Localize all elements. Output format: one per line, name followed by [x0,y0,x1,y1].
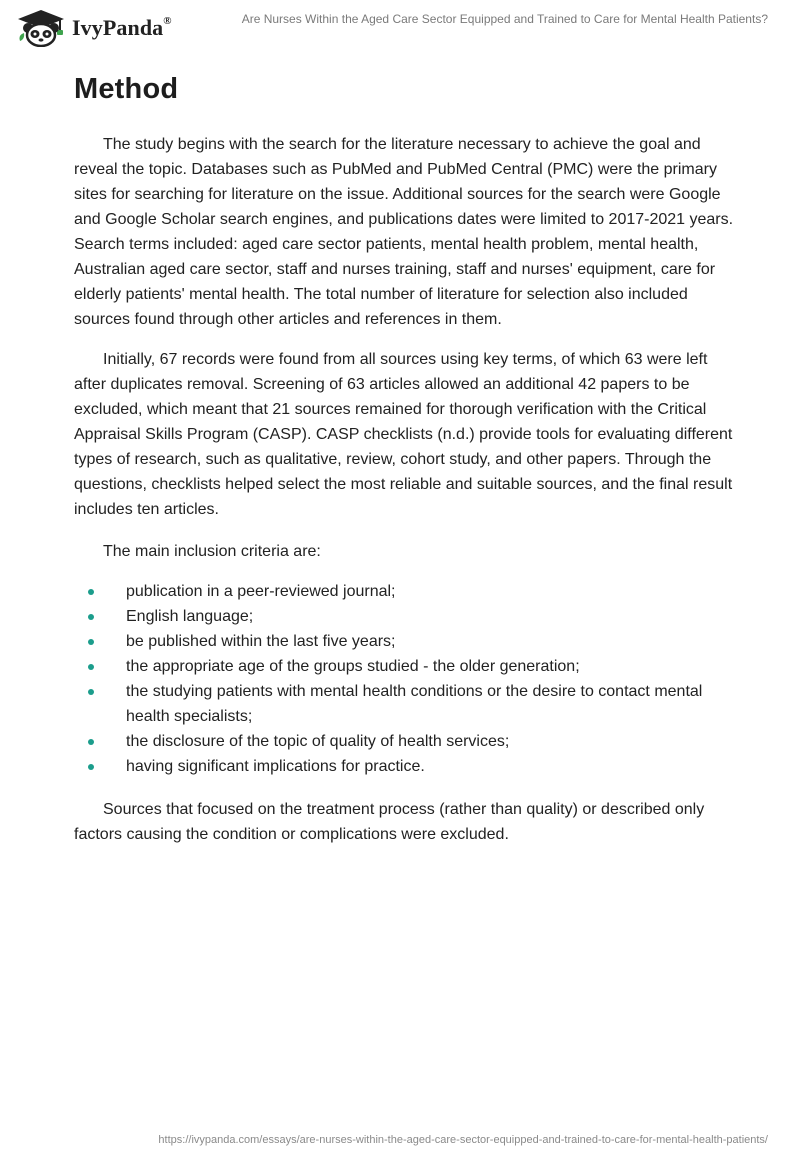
bullet-icon [88,764,94,770]
paragraph-1 [74,132,734,332]
paragraph-2 [74,347,734,522]
list-item-text: the disclosure of the topic of quality of health services; [126,733,510,750]
panda-graduate-logo-icon [16,9,66,47]
brand-logo[interactable] [16,9,172,47]
bullet-icon [88,614,94,620]
registered-mark: ® [163,14,172,27]
list-item [74,729,734,754]
paragraph-text: Sources that focused on the treatment process (rather than quality) or described only factors causing the condition or complications were excluded. [74,801,705,843]
bullet-icon [88,589,94,595]
bullet-icon [88,639,94,645]
list-item [74,754,734,779]
list-item-text: English language; [126,608,254,625]
footer-url-link[interactable]: https://ivypanda.com/essays/are-nurses-within-the-aged-care-sector-equipped-and-trained-to-care-for-mental-health-patients/ [158,1134,768,1146]
list-item [74,579,734,604]
list-item-text: be published within the last five years; [126,633,396,650]
paragraph-text: The main inclusion criteria are: [103,543,321,560]
inclusion-criteria-list [74,579,734,779]
bullet-icon [88,739,94,745]
list-item [74,629,734,654]
list-item-text: the appropriate age of the groups studied - the older generation; [126,658,580,675]
section-heading: Method [74,73,179,105]
document-title: Are Nurses Within the Aged Care Sector Equipped and Trained to Care for Mental Health Patients? [241,12,768,26]
paragraph-4 [74,797,734,847]
list-item [74,679,734,729]
list-item [74,604,734,629]
paragraph-text: The study begins with the search for the literature necessary to achieve the goal and reveal the topic. Databases such as PubMed and PubMed Central (PMC) were the primary sites for searching for literature on the issue. Additional sources for the search were Google and Google Scholar search engines, and publications dates were limited to 2017-2021 years. Search terms included: aged care sector patients, mental health problem, mental health, Australian aged care sector, staff and nurses training, staff and nurses' equipment, care for elderly patients' mental health. The total number of literature for selection also included sources found through other articles and references in them. [74,136,734,328]
list-item-text: publication in a peer-reviewed journal; [126,583,396,600]
paragraph-text: Initially, 67 records were found from all sources using key terms, of which 63 were left after duplicates removal. Screening of 63 articles allowed an additional 42 papers to be excluded, which meant that 21 sources remained for thorough verification with the Critical Appraisal Skills Program (CASP). CASP checklists (n.d.) provide tools for evaluating different types of research, such as qualitative, review, cohort study, and other papers. Through the questions, checklists helped select the most reliable and suitable sources, and the final result includes ten articles. [74,351,733,518]
paragraph-3 [74,539,734,564]
bullet-icon [88,689,94,695]
brand-name: IvyPanda® [72,14,172,40]
page-header [0,0,800,60]
list-item [74,654,734,679]
list-item-text: the studying patients with mental health conditions or the desire to contact mental health specialists; [126,683,703,725]
bullet-icon [88,664,94,670]
list-item-text: having significant implications for practice. [126,758,425,775]
